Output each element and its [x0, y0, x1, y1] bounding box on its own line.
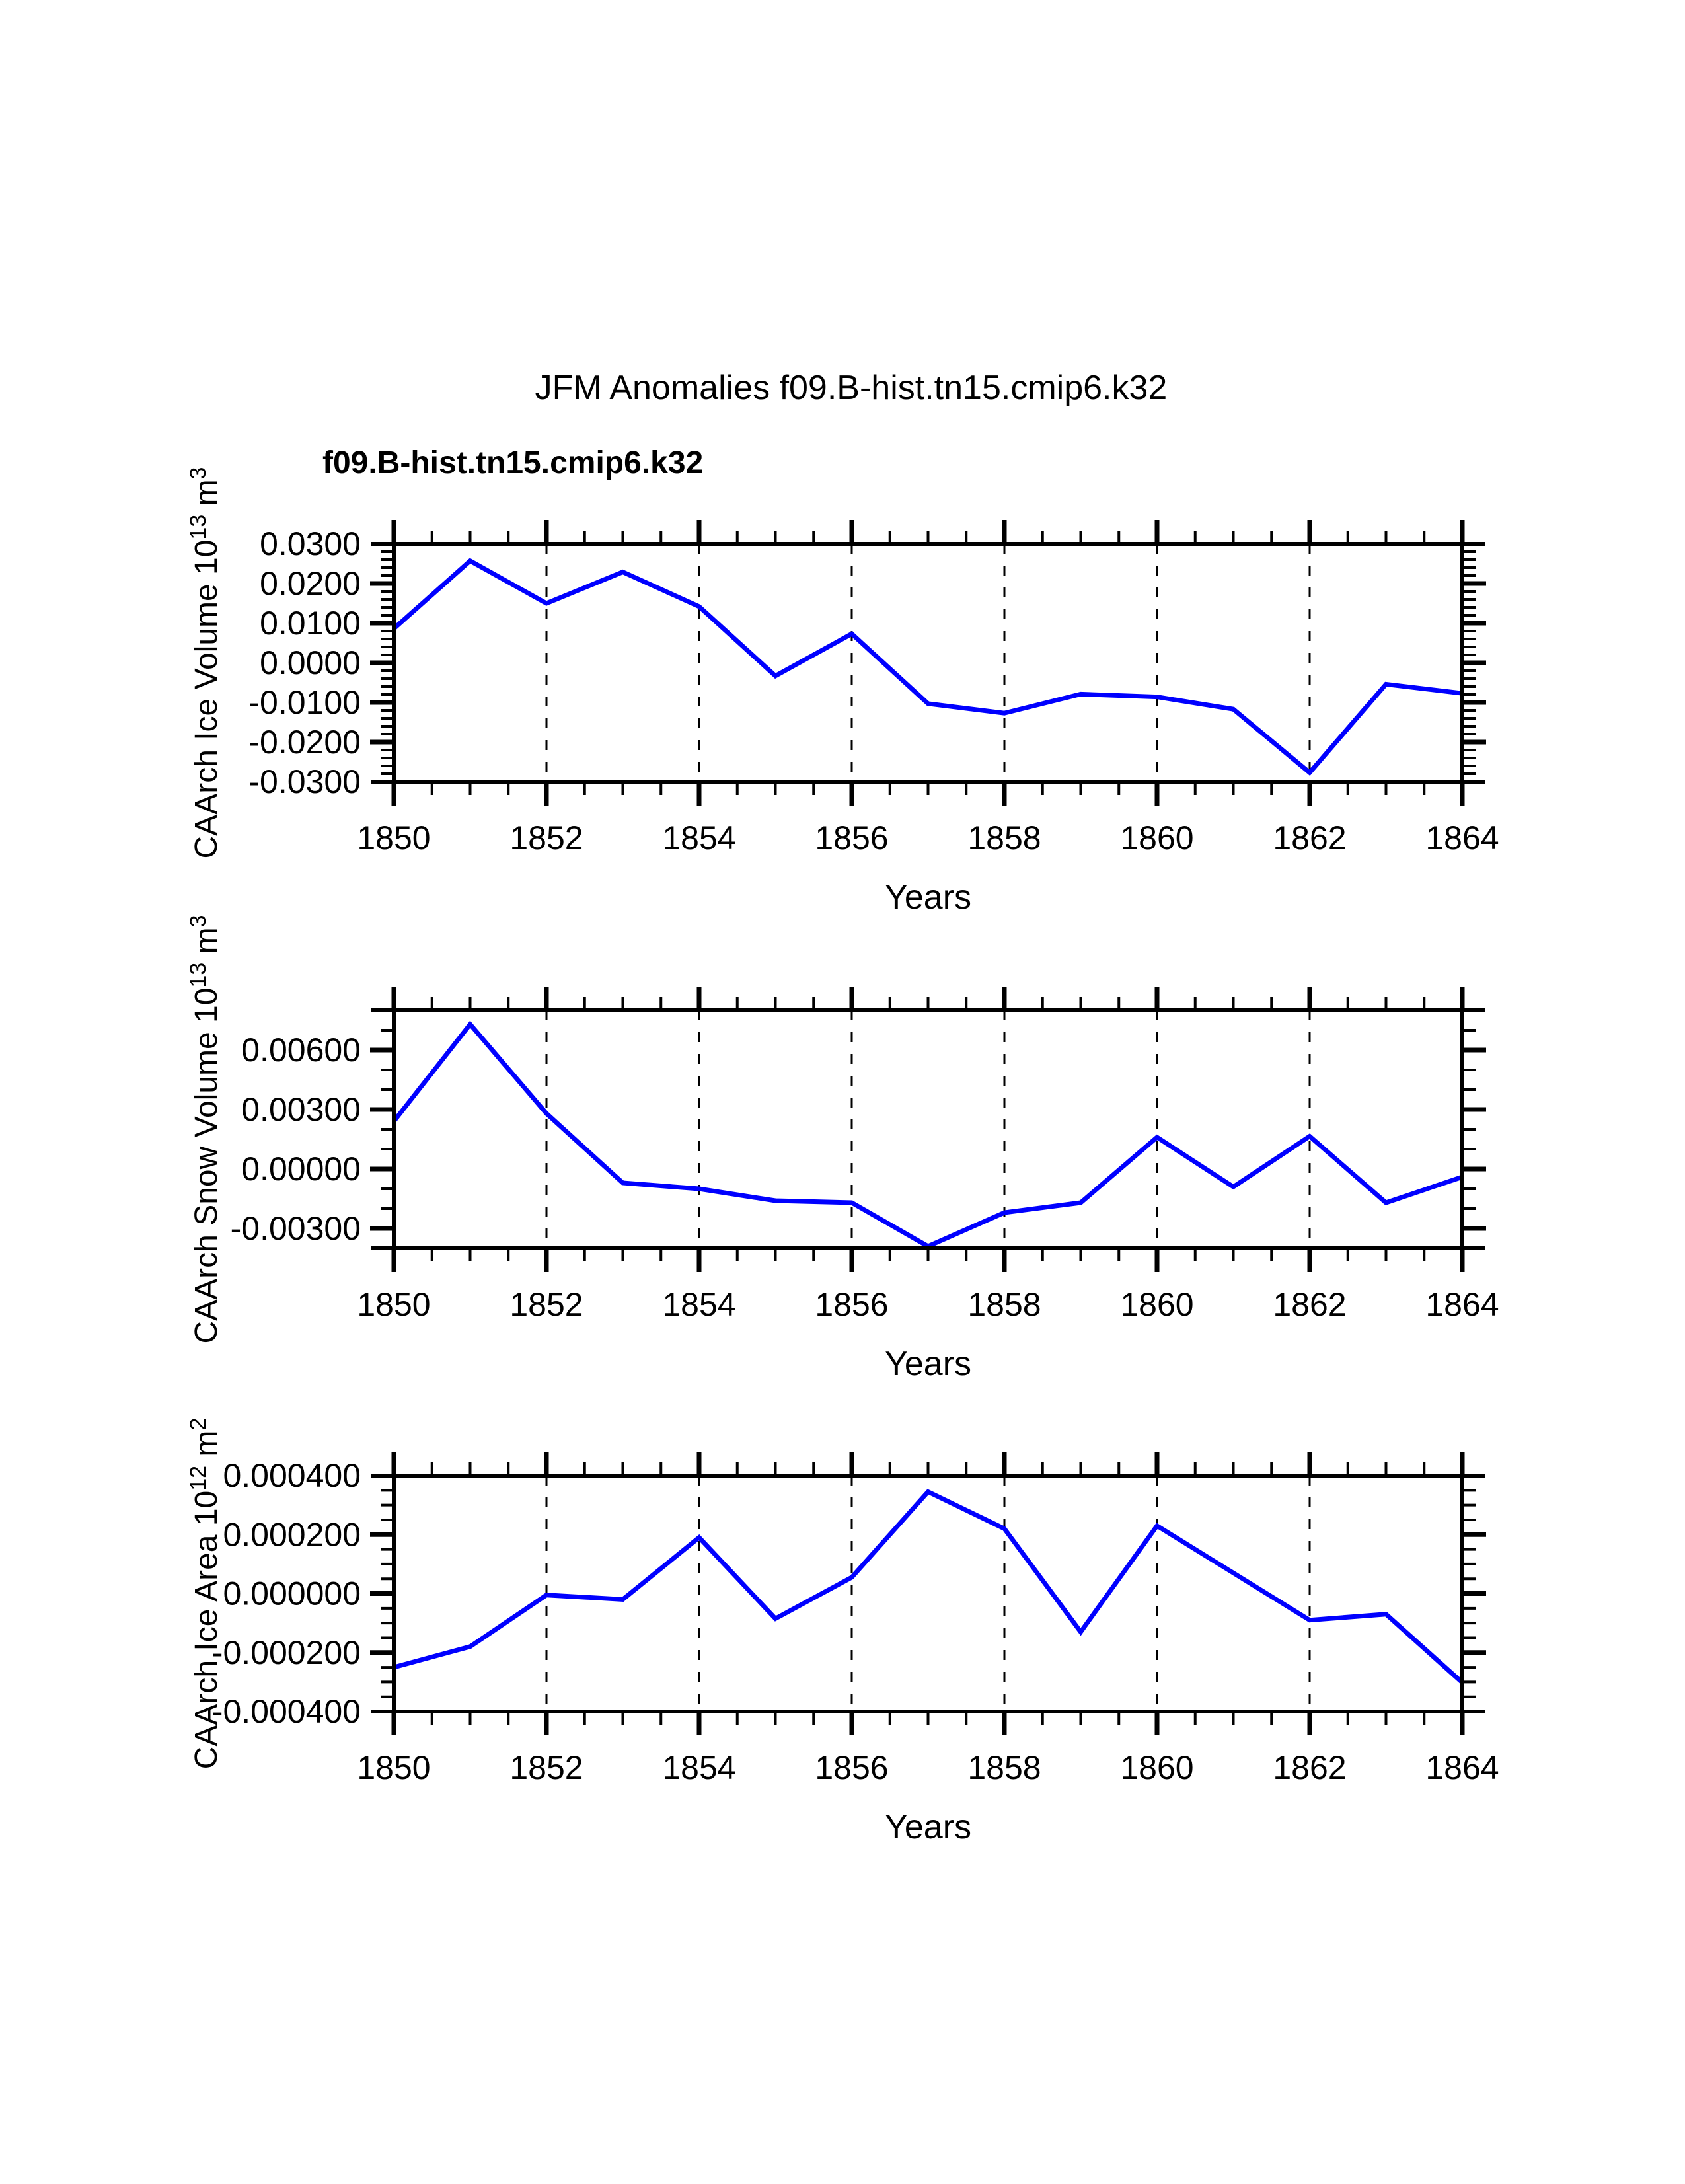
- x-tick-label: 1852: [509, 1749, 583, 1786]
- x-tick-label: 1858: [967, 1286, 1041, 1323]
- y-tick-label: -0.0100: [248, 684, 361, 721]
- y-axis-title-superscript: 12: [186, 1465, 211, 1491]
- y-axis-title-superscript: 13: [186, 514, 211, 540]
- figure-title: JFM Anomalies f09.B-hist.tn15.cmip6.k32: [535, 369, 1168, 407]
- x-tick-label: 1864: [1425, 1286, 1499, 1323]
- x-tick-label: 1862: [1273, 819, 1347, 856]
- x-tick-label: 1860: [1120, 1749, 1194, 1786]
- y-tick-label: 0.00000: [241, 1150, 361, 1187]
- x-tick-label: 1850: [357, 1749, 431, 1786]
- y-axis-title-superscript: 3: [186, 915, 211, 928]
- y-tick-label: 0.000400: [223, 1457, 361, 1494]
- y-axis-title: [186, 467, 224, 859]
- y-axis-title-superscript: 3: [186, 467, 211, 480]
- x-tick-label: 1864: [1425, 1749, 1499, 1786]
- y-tick-label: -0.000400: [211, 1693, 361, 1730]
- series-line-ice-volume: [394, 561, 1462, 772]
- y-tick-label: -0.0200: [248, 724, 361, 761]
- x-tick-label: 1862: [1273, 1286, 1347, 1323]
- x-axis-title: Years: [884, 878, 972, 917]
- x-tick-label: 1854: [662, 1749, 736, 1786]
- x-tick-label: 1852: [509, 1286, 583, 1323]
- x-axis-title: Years: [884, 1345, 972, 1383]
- panel-ice-volume: [186, 467, 1499, 917]
- legend-series-label: f09.B-hist.tn15.cmip6.k32: [322, 445, 704, 480]
- x-tick-label: 1856: [815, 1286, 889, 1323]
- y-tick-label: -0.00300: [230, 1210, 361, 1247]
- x-tick-label: 1862: [1273, 1749, 1347, 1786]
- y-axis-title-text: m: [189, 1430, 224, 1466]
- y-tick-label: -0.0300: [248, 763, 361, 800]
- y-axis-title-superscript: 2: [186, 1417, 211, 1431]
- y-tick-label: 0.00300: [241, 1091, 361, 1128]
- y-tick-label: 0.0000: [260, 644, 361, 681]
- y-tick-label: 0.00600: [241, 1032, 361, 1069]
- x-axis-title: Years: [884, 1808, 972, 1846]
- x-tick-label: 1854: [662, 819, 736, 856]
- y-tick-label: 0.0300: [260, 525, 361, 562]
- series-line-ice-area: [394, 1492, 1462, 1683]
- x-tick-label: 1856: [815, 819, 889, 856]
- y-axis-title: [186, 915, 224, 1343]
- x-tick-label: 1864: [1425, 819, 1499, 856]
- y-axis-title-superscript: 13: [186, 962, 211, 988]
- x-tick-label: 1856: [815, 1749, 889, 1786]
- y-axis-title: [186, 1418, 224, 1770]
- y-tick-label: 0.0100: [260, 605, 361, 642]
- y-tick-label: -0.000200: [211, 1634, 361, 1671]
- y-axis-title-text: CAArch Ice Area 10: [189, 1490, 224, 1770]
- x-tick-label: 1854: [662, 1286, 736, 1323]
- y-axis-title-text: m: [189, 927, 224, 963]
- x-tick-label: 1858: [967, 819, 1041, 856]
- x-tick-label: 1860: [1120, 1286, 1194, 1323]
- panel-snow-volume: [186, 915, 1499, 1383]
- x-tick-label: 1860: [1120, 819, 1194, 856]
- x-tick-label: 1852: [509, 819, 583, 856]
- panel-ice-area: [186, 1418, 1499, 1846]
- x-tick-label: 1850: [357, 819, 431, 856]
- panels-group: [186, 467, 1499, 1846]
- y-axis-title-text: CAArch Ice Volume 10: [189, 539, 224, 859]
- y-axis-title-text: CAArch Snow Volume 10: [189, 987, 224, 1344]
- x-tick-label: 1850: [357, 1286, 431, 1323]
- series-line-snow-volume: [394, 1024, 1462, 1246]
- y-axis-title-text: m: [189, 479, 224, 515]
- y-tick-label: 0.000200: [223, 1516, 361, 1554]
- y-tick-label: 0.000000: [223, 1575, 361, 1612]
- x-tick-label: 1858: [967, 1749, 1041, 1786]
- y-tick-label: 0.0200: [260, 565, 361, 602]
